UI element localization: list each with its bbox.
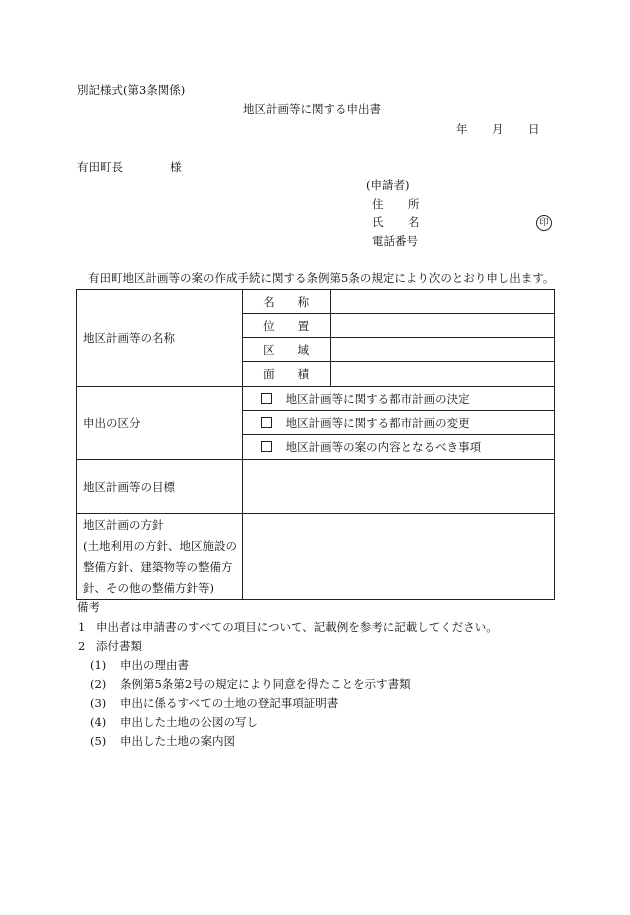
table-row bbox=[77, 387, 555, 411]
document-title: 地区計画等に関する申出書 bbox=[243, 102, 381, 116]
applicant-name-label-2: 名 bbox=[408, 215, 420, 229]
form-number: 別記様式(第3条関係) bbox=[77, 83, 186, 97]
attachment-text: 申出の理由書 bbox=[120, 658, 189, 672]
plan-policy-label: 地区計画の方針 (土地利用の方針、地区施設の 整備方針、建築物等の整備方 針、その他の整備方針等) bbox=[77, 514, 243, 600]
note-1-number: 1 bbox=[78, 620, 86, 634]
plan-name-field[interactable] bbox=[330, 290, 554, 314]
attachment-number: (2) bbox=[90, 677, 107, 691]
attachment-number: (1) bbox=[90, 658, 107, 672]
sub-label-area-zone: 区 域 bbox=[242, 338, 330, 362]
notes-heading: 備考 bbox=[77, 600, 100, 614]
attachment-number: (4) bbox=[90, 715, 107, 729]
applicant-phone-label: 電話番号 bbox=[372, 234, 418, 248]
table-row bbox=[77, 514, 555, 600]
attachment-text: 申出した土地の案内図 bbox=[120, 734, 235, 748]
request-category-label: 申出の区分 bbox=[77, 387, 243, 460]
sub-label-name: 名 称 bbox=[242, 290, 330, 314]
location-field[interactable] bbox=[330, 314, 554, 338]
applicant-address-label-2: 所 bbox=[408, 197, 420, 211]
checkbox-proposal-content[interactable] bbox=[261, 441, 272, 452]
applicant-name-label-1: 氏 bbox=[372, 215, 384, 229]
plan-goal-label: 地区計画等の目標 bbox=[77, 460, 243, 514]
table-row bbox=[77, 290, 555, 314]
attachment-number: (5) bbox=[90, 734, 107, 748]
plan-goal-field[interactable] bbox=[242, 460, 554, 514]
note-2-number: 2 bbox=[78, 639, 86, 653]
zone-field[interactable] bbox=[330, 338, 554, 362]
attachment-text: 条例第5条第2号の規定により同意を得たことを示す書類 bbox=[120, 677, 411, 691]
sub-label-area-size: 面 積 bbox=[242, 362, 330, 387]
applicant-heading: (申請者) bbox=[366, 178, 410, 192]
option-proposal-content[interactable]: 地区計画等の案の内容となるべき事項 bbox=[242, 435, 554, 460]
option-decision[interactable]: 地区計画等に関する都市計画の決定 bbox=[242, 387, 554, 411]
attachment-text: 申出した土地の公図の写し bbox=[120, 715, 258, 729]
table-row bbox=[77, 460, 555, 514]
note-2-text: 添付書類 bbox=[96, 639, 142, 653]
date-month-label: 月 bbox=[492, 122, 504, 136]
addressee-honorific: 様 bbox=[170, 160, 182, 174]
attachment-number: (3) bbox=[90, 696, 107, 710]
seal-mark: 印 bbox=[536, 215, 552, 231]
date-year-label: 年 bbox=[456, 122, 468, 136]
date-day-label: 日 bbox=[528, 122, 540, 136]
checkbox-change[interactable] bbox=[261, 417, 272, 428]
intro-text: 有田町地区計画等の案の作成手続に関する条例第5条の規定により次のとおり申し出ます。 bbox=[88, 271, 555, 285]
sub-label-location: 位 置 bbox=[242, 314, 330, 338]
applicant-address-label-1: 住 bbox=[372, 197, 384, 211]
addressee-name: 有田町長 bbox=[77, 160, 123, 174]
plan-policy-field[interactable] bbox=[242, 514, 554, 600]
note-1-text: 申出者は申請書のすべての項目について、記載例を参考に記載してください。 bbox=[96, 620, 498, 634]
option-change[interactable]: 地区計画等に関する都市計画の変更 bbox=[242, 411, 554, 435]
checkbox-decision[interactable] bbox=[261, 393, 272, 404]
area-size-field[interactable] bbox=[330, 362, 554, 387]
attachment-text: 申出に係るすべての土地の登記事項証明書 bbox=[120, 696, 339, 710]
plan-name-label: 地区計画等の名称 bbox=[77, 290, 243, 387]
request-form-table bbox=[76, 289, 555, 600]
